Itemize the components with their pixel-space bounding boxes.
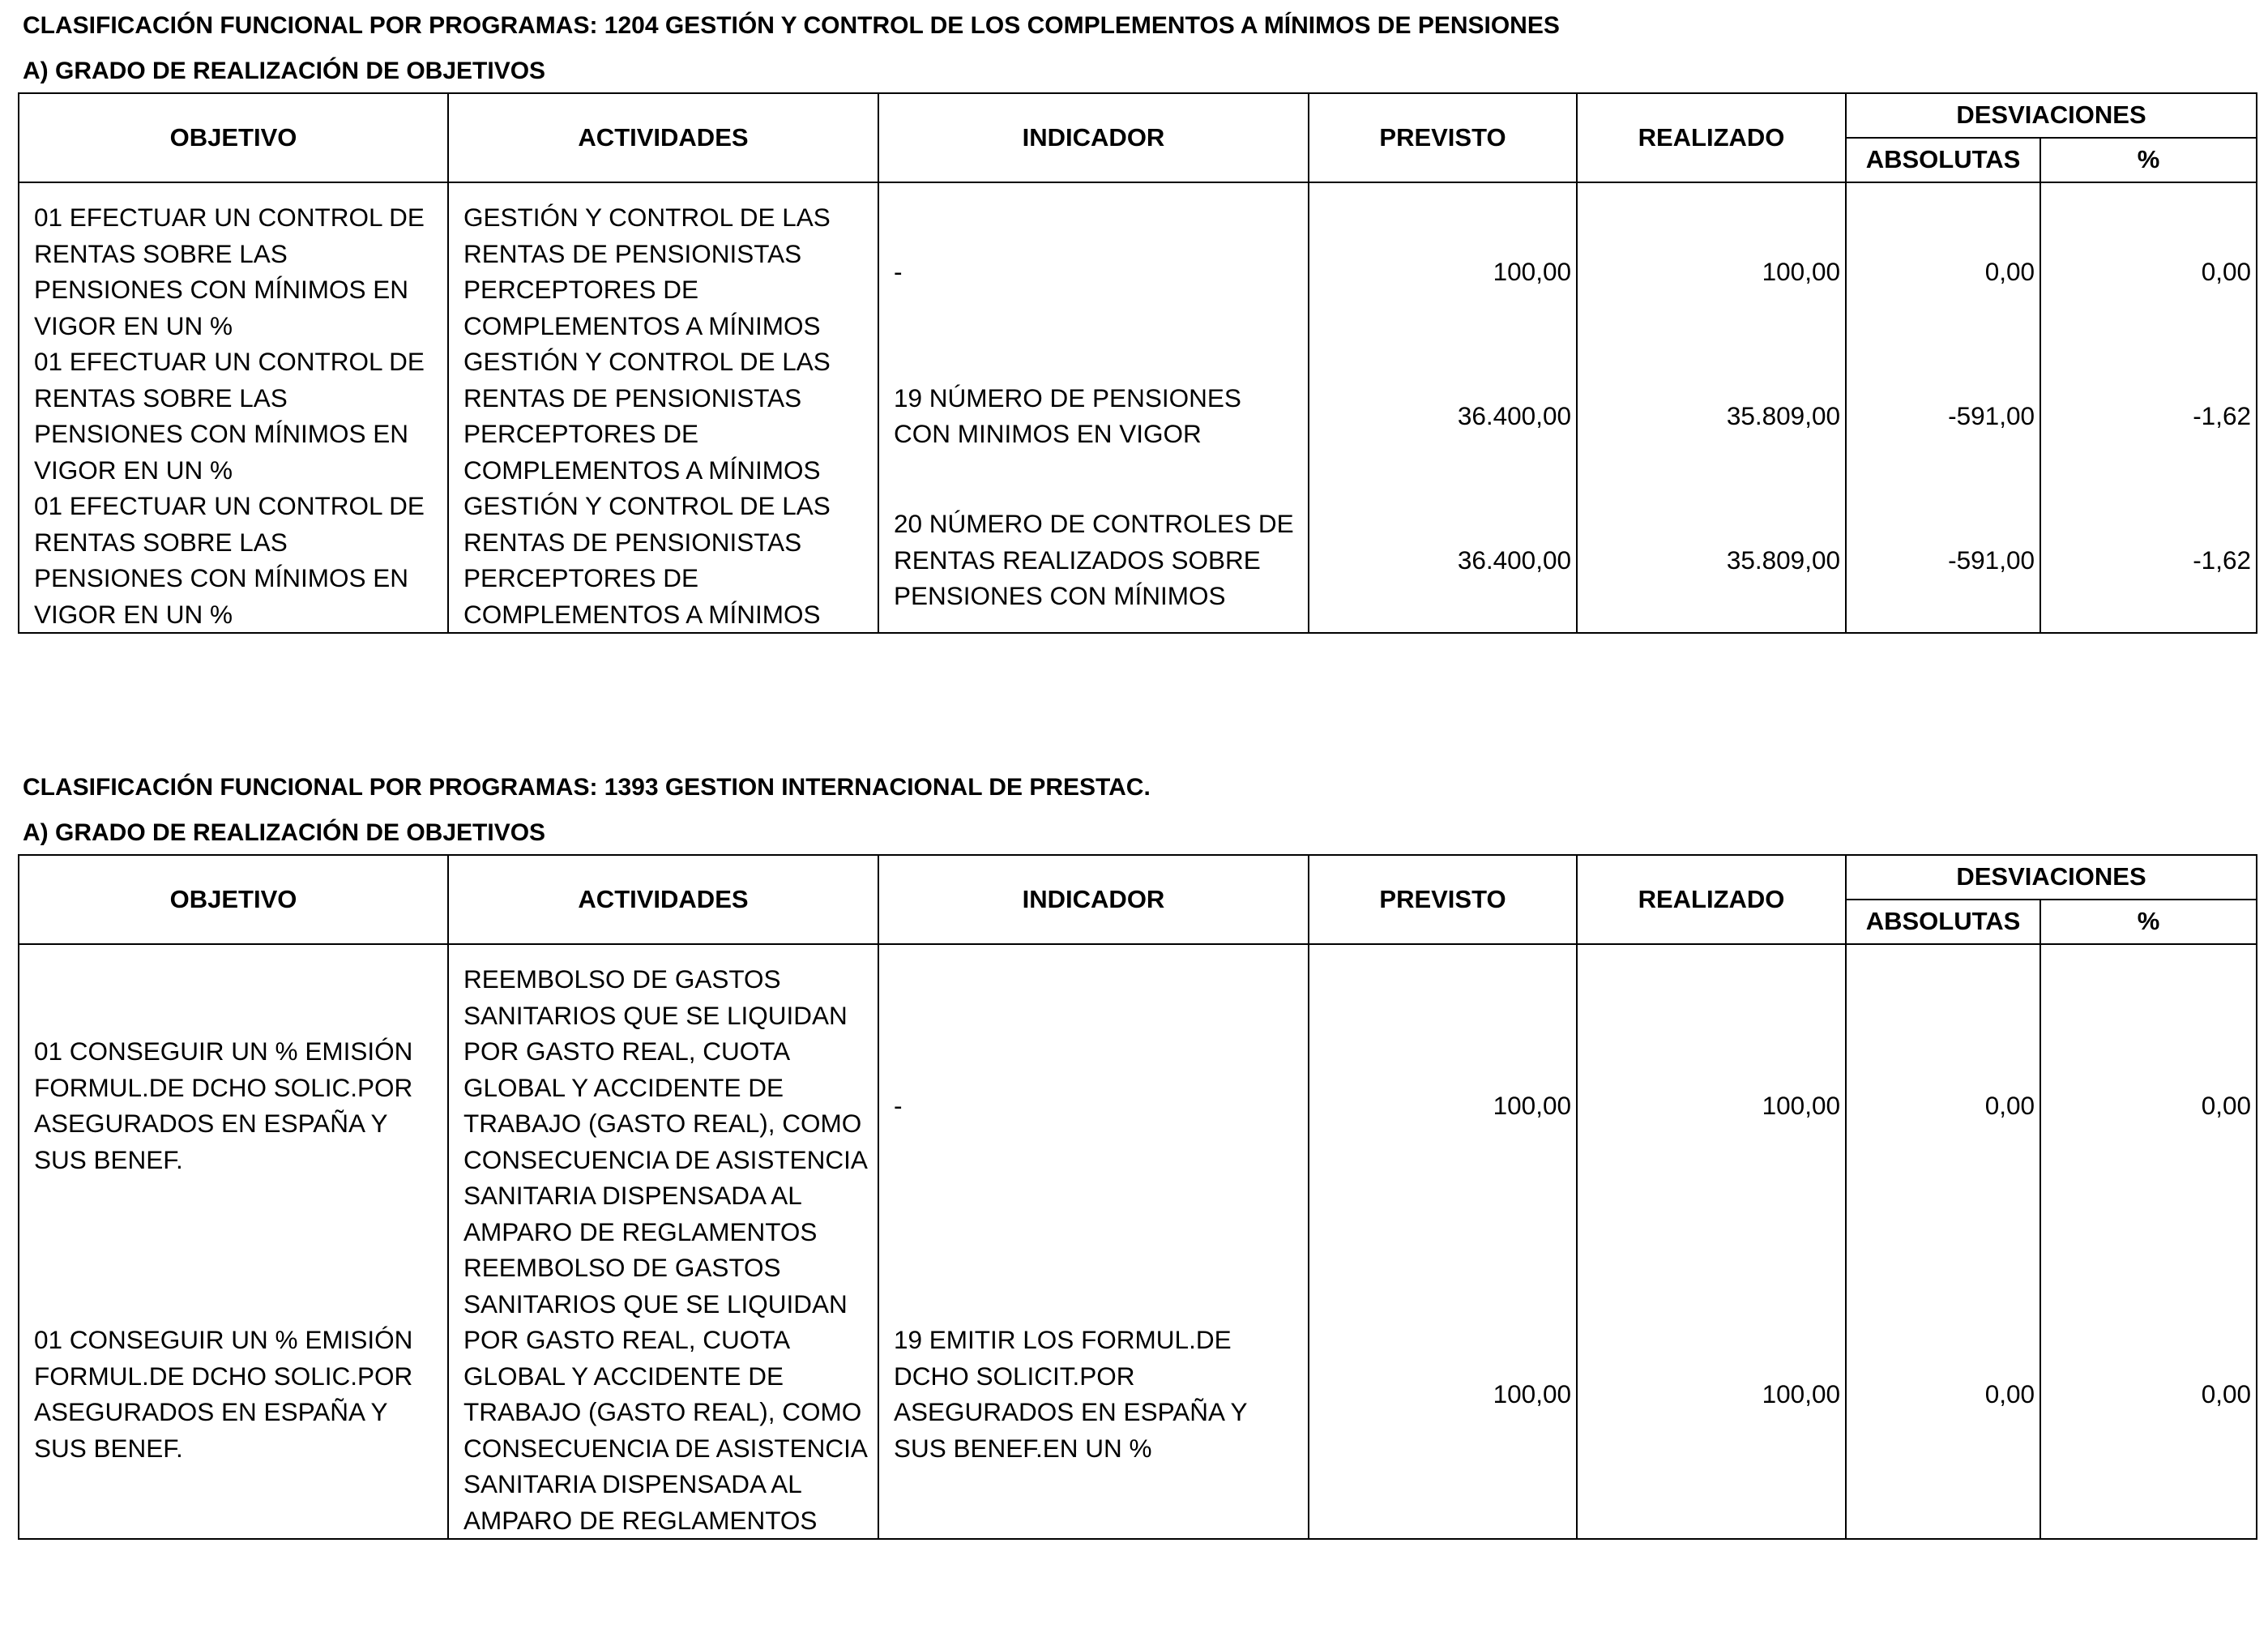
cell-porcentaje: -1,62 — [2040, 344, 2257, 488]
cell-objetivo: 01 EFECTUAR UN CONTROL DE RENTAS SOBRE LAS PENSIONES CON MÍNIMOS EN VIGOR EN UN % — [19, 344, 448, 488]
cell-indicador: - — [878, 944, 1309, 1250]
header-actividades: ACTIVIDADES — [448, 93, 878, 182]
header-objetivo: OBJETIVO — [19, 93, 448, 182]
cell-absolutas: 0,00 — [1846, 182, 2040, 344]
header-previsto: PREVISTO — [1309, 93, 1577, 182]
cell-porcentaje: 0,00 — [2040, 182, 2257, 344]
header-realizado: REALIZADO — [1577, 855, 1846, 944]
table-row — [19, 944, 2257, 1250]
cell-realizado: 100,00 — [1577, 182, 1846, 344]
cell-realizado: 100,00 — [1577, 944, 1846, 1250]
cell-indicador: 20 NÚMERO DE CONTROLES DE RENTAS REALIZADOS SOBRE PENSIONES CON MÍNIMOS — [878, 488, 1309, 633]
cell-absolutas: 0,00 — [1846, 944, 2040, 1250]
objectives-table — [18, 854, 2257, 1540]
cell-indicador: - — [878, 182, 1309, 344]
cell-absolutas: 0,00 — [1846, 1250, 2040, 1539]
cell-absolutas: -591,00 — [1846, 488, 2040, 633]
cell-previsto: 36.400,00 — [1309, 488, 1577, 633]
cell-realizado: 35.809,00 — [1577, 488, 1846, 633]
program-title: CLASIFICACIÓN FUNCIONAL POR PROGRAMAS: 1204 GESTIÓN Y CONTROL DE LOS COMPLEMENTOS A MÍNIMOS DE PENSIONES — [23, 12, 1560, 39]
table-row — [19, 182, 2257, 344]
cell-objetivo: 01 CONSEGUIR UN % EMISIÓN FORMUL.DE DCHO SOLIC.POR ASEGURADOS EN ESPAÑA Y SUS BENEF. — [19, 1250, 448, 1539]
section-subtitle: A) GRADO DE REALIZACIÓN DE OBJETIVOS — [23, 819, 546, 846]
cell-actividades: REEMBOLSO DE GASTOS SANITARIOS QUE SE LIQUIDAN POR GASTO REAL, CUOTA GLOBAL Y ACCIDENTE DE TRABAJO (GASTO REAL), COMO CONSECUENCIA DE ASISTENCIA SANITARIA DISPENSADA AL AMPARO DE REGLAMENTOS — [448, 1250, 878, 1539]
header-indicador: INDICADOR — [878, 93, 1309, 182]
cell-objetivo: 01 EFECTUAR UN CONTROL DE RENTAS SOBRE LAS PENSIONES CON MÍNIMOS EN VIGOR EN UN % — [19, 488, 448, 633]
cell-actividades: GESTIÓN Y CONTROL DE LAS RENTAS DE PENSIONISTAS PERCEPTORES DE COMPLEMENTOS A MÍNIMOS — [448, 488, 878, 633]
cell-actividades: GESTIÓN Y CONTROL DE LAS RENTAS DE PENSIONISTAS PERCEPTORES DE COMPLEMENTOS A MÍNIMOS — [448, 344, 878, 488]
header-absolutas: ABSOLUTAS — [1846, 900, 2040, 944]
header-previsto: PREVISTO — [1309, 855, 1577, 944]
cell-indicador: 19 EMITIR LOS FORMUL.DE DCHO SOLICIT.POR ASEGURADOS EN ESPAÑA Y SUS BENEF.EN UN % — [878, 1250, 1309, 1539]
cell-previsto: 100,00 — [1309, 944, 1577, 1250]
cell-previsto: 100,00 — [1309, 182, 1577, 344]
cell-absolutas: -591,00 — [1846, 344, 2040, 488]
header-objetivo: OBJETIVO — [19, 855, 448, 944]
header-indicador: INDICADOR — [878, 855, 1309, 944]
table-row — [19, 1250, 2257, 1539]
section-subtitle: A) GRADO DE REALIZACIÓN DE OBJETIVOS — [23, 58, 546, 84]
cell-porcentaje: 0,00 — [2040, 944, 2257, 1250]
cell-realizado: 35.809,00 — [1577, 344, 1846, 488]
header-porcentaje: % — [2040, 138, 2257, 182]
program-title: CLASIFICACIÓN FUNCIONAL POR PROGRAMAS: 1393 GESTION INTERNACIONAL DE PRESTAC. — [23, 774, 1151, 801]
cell-porcentaje: -1,62 — [2040, 488, 2257, 633]
cell-actividades: REEMBOLSO DE GASTOS SANITARIOS QUE SE LIQUIDAN POR GASTO REAL, CUOTA GLOBAL Y ACCIDENTE DE TRABAJO (GASTO REAL), COMO CONSECUENCIA DE ASISTENCIA SANITARIA DISPENSADA AL AMPARO DE REGLAMENTOS — [448, 944, 878, 1250]
cell-actividades: GESTIÓN Y CONTROL DE LAS RENTAS DE PENSIONISTAS PERCEPTORES DE COMPLEMENTOS A MÍNIMOS — [448, 182, 878, 344]
cell-porcentaje: 0,00 — [2040, 1250, 2257, 1539]
header-absolutas: ABSOLUTAS — [1846, 138, 2040, 182]
table-row — [19, 488, 2257, 633]
cell-previsto: 100,00 — [1309, 1250, 1577, 1539]
header-realizado: REALIZADO — [1577, 93, 1846, 182]
header-actividades: ACTIVIDADES — [448, 855, 878, 944]
objectives-table — [18, 92, 2257, 634]
cell-indicador: 19 NÚMERO DE PENSIONES CON MINIMOS EN VIGOR — [878, 344, 1309, 488]
header-desviaciones: DESVIACIONES — [1846, 855, 2257, 900]
cell-previsto: 36.400,00 — [1309, 344, 1577, 488]
cell-objetivo: 01 EFECTUAR UN CONTROL DE RENTAS SOBRE LAS PENSIONES CON MÍNIMOS EN VIGOR EN UN % — [19, 182, 448, 344]
header-porcentaje: % — [2040, 900, 2257, 944]
cell-objetivo: 01 CONSEGUIR UN % EMISIÓN FORMUL.DE DCHO SOLIC.POR ASEGURADOS EN ESPAÑA Y SUS BENEF. — [19, 944, 448, 1250]
header-desviaciones: DESVIACIONES — [1846, 93, 2257, 138]
cell-realizado: 100,00 — [1577, 1250, 1846, 1539]
table-row — [19, 344, 2257, 488]
